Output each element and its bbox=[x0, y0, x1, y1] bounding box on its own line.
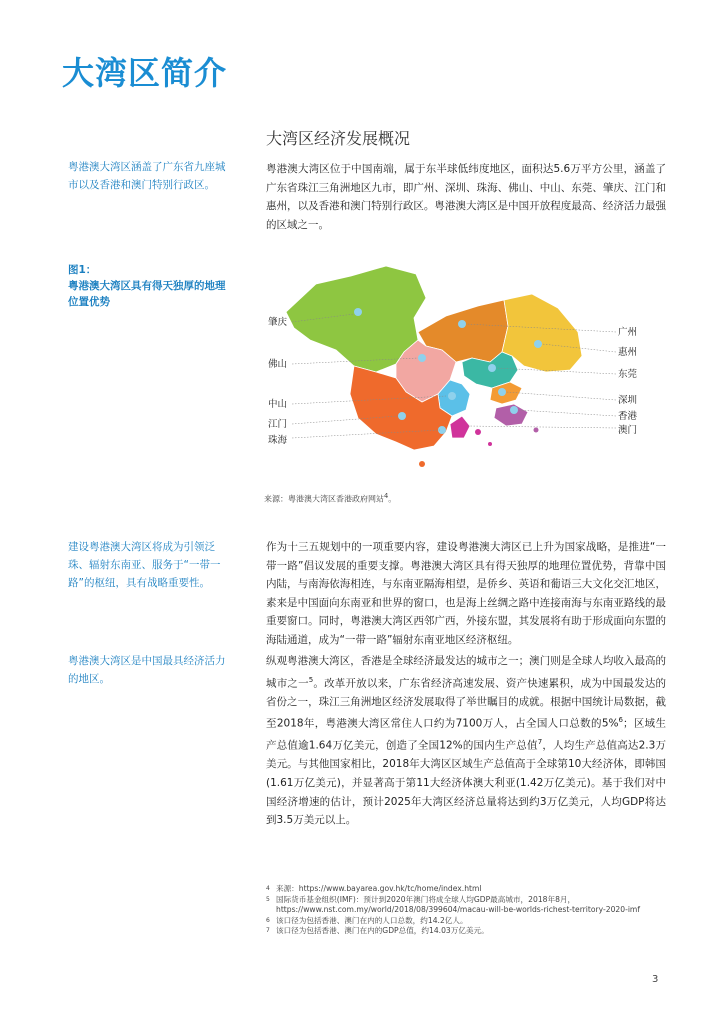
figure-source-ref: 4 bbox=[384, 492, 389, 500]
island bbox=[419, 461, 425, 467]
side-note-economy: 粤港澳大湾区是中国最具经济活力的地区。 bbox=[68, 655, 226, 685]
footnote-ref-7: 7 bbox=[537, 738, 543, 747]
footnote-6 bbox=[266, 916, 676, 927]
footnote-7 bbox=[266, 926, 676, 937]
footnote-5 bbox=[266, 895, 676, 916]
economy-text-b: 。改革开放以来，广东省经济高速发展、资产快速累积，成为中国最发达的省份之一，珠江三角洲地区经济发展取得了举世瞩目的成就。根据中国统计局数据，截至2018年，粤港澳大湾区常住人口约为7100万人，占全国人口总数的5% bbox=[266, 677, 667, 730]
figure-source-text: 来源：粤港澳大湾区香港政府网站 bbox=[264, 494, 384, 504]
city-label-zhongshan: 中山 bbox=[268, 399, 288, 410]
pin-jiangmen bbox=[398, 412, 406, 420]
footnote-4 bbox=[266, 884, 676, 895]
city-label-macau: 澳门 bbox=[618, 425, 638, 436]
pin-huizhou bbox=[534, 340, 542, 348]
map-figure bbox=[246, 254, 666, 490]
city-label-guangzhou: 广州 bbox=[618, 327, 638, 338]
footnote-number: 7 bbox=[266, 927, 270, 935]
city-label-jiangmen: 江门 bbox=[268, 419, 288, 430]
paragraph-overview: 粤港澳大湾区位于中国南端，属于东半球低纬度地区，面积达5.6万平方公里，涵盖了广东省珠江三角洲地区九市，即广州、深圳、珠海、佛山、中山、东莞、肇庆、江门和惠州，以及香港和澳门特别行政区。粤港澳大湾区是中国开放程度最高、经济活力最强的区域之一。 bbox=[266, 163, 666, 231]
footnotes bbox=[266, 884, 676, 937]
footnote-text: 该口径为包括香港、澳门在内的GDP总值，约14.03万亿美元。 bbox=[276, 926, 489, 936]
economy-text-d: ，人均生产总值高达2.3万美元。与其他国家相比，2018年大湾区区域生产总值高于全球第10大经济体，即韩国(1.61万亿美元)，并显著高于第11大经济体澳大利亚(1.42万亿美元)。基于我们对中国经济增速的估计，预计2025年大湾区经济总量将达到约3万亿美元，人均GDP将达到3.5万美元以上。 bbox=[266, 739, 666, 827]
paragraph-strategy: 作为十三五规划中的一项重要内容，建设粤港澳大湾区已上升为国家战略，是推进“一带一路”倡议发展的重要支撑。粤港澳大湾区具有得天独厚的地理位置优势，背靠中国内陆，与南海依海相连，与东南亚隔海相望，是侨乡、英语和葡语三大文化交汇地区，素来是中国面向东南亚和世界的窗口，也是海上丝绸之路中连接南海与东南亚路线的最重要窗口。同时，粤港澳大湾区西邻广西，外接东盟，其发展将有助于形成面向东盟的海陆通道，成为“一带一路”辐射东南亚地区经济枢纽。 bbox=[266, 541, 666, 646]
city-label-shenzhen: 深圳 bbox=[618, 395, 638, 406]
city-label-dongguan: 东莞 bbox=[618, 369, 638, 380]
pin-zhaoqing bbox=[354, 308, 362, 316]
city-label-foshan: 佛山 bbox=[268, 359, 288, 370]
footnote-text: 来源：https://www.bayarea.gov.hk/tc/home/index.html bbox=[276, 884, 482, 893]
side-note-coverage: 粤港澳大湾区涵盖了广东省九座城市以及香港和澳门特别行政区。 bbox=[68, 161, 226, 191]
economy-text-c: ；区域生产总值逾1.64万亿美元，创造了全国12%的国内生产总值 bbox=[266, 717, 666, 752]
footnote-number: 5 bbox=[266, 895, 270, 903]
bay-area-map bbox=[246, 254, 666, 490]
section-title: 大湾区经济发展概况 bbox=[266, 129, 411, 148]
pin-foshan bbox=[418, 354, 426, 362]
pin-guangzhou bbox=[458, 320, 466, 328]
city-label-hongkong: 香港 bbox=[618, 411, 638, 422]
paragraph-economy bbox=[266, 652, 666, 830]
pin-hongkong bbox=[510, 406, 518, 414]
footnote-ref-5: 5 bbox=[308, 675, 314, 684]
city-label-huizhou: 惠州 bbox=[618, 347, 638, 358]
side-note-strategy: 建设粤港澳大湾区将成为引领泛珠、辐射东南亚、服务于“一带一路”的枢纽，具有战略重要性。 bbox=[68, 541, 221, 589]
city-label-zhaoqing: 肇庆 bbox=[268, 317, 288, 328]
footnote-number: 6 bbox=[266, 916, 270, 924]
footnote-ref-6: 6 bbox=[618, 716, 623, 725]
footnote-text: 该口径为包括香港、澳门在内的人口总数，约14.2亿人。 bbox=[276, 915, 468, 925]
pin-zhongshan bbox=[448, 392, 456, 400]
footnote-text: 国际货币基金组织(IMF)：预计到2020年澳门将成全球人均GDP最高城市，2018年8月，https://www.nst.com.my/world/2018/08/399604/macau-will-be-worlds-richest-territory-2020-imf bbox=[276, 894, 641, 915]
figure-title: 粤港澳大湾区具有得天独厚的地理位置优势 bbox=[68, 280, 226, 308]
region-zhuhai bbox=[450, 416, 470, 438]
pin-dongguan bbox=[488, 364, 496, 372]
city-label-zhuhai: 珠海 bbox=[268, 435, 288, 446]
footnote-number: 4 bbox=[266, 885, 270, 892]
page-number: 3 bbox=[652, 974, 659, 985]
island bbox=[534, 428, 539, 433]
island bbox=[475, 429, 481, 435]
island bbox=[488, 442, 492, 446]
figure-number: 图1： bbox=[68, 264, 97, 276]
region-hongkong bbox=[494, 404, 528, 426]
pin-shenzhen bbox=[498, 388, 506, 396]
figure-caption bbox=[68, 262, 230, 310]
page-title: 大湾区简介 bbox=[62, 54, 228, 92]
economy-text-a: 纵观粤港澳大湾区，香港是全球经济最发达的城市之一；澳门则是全球人均收入最高的城市之一 bbox=[266, 655, 666, 690]
figure-source: 来源：粤港澳大湾区香港政府网站$^4$。 bbox=[264, 492, 397, 504]
